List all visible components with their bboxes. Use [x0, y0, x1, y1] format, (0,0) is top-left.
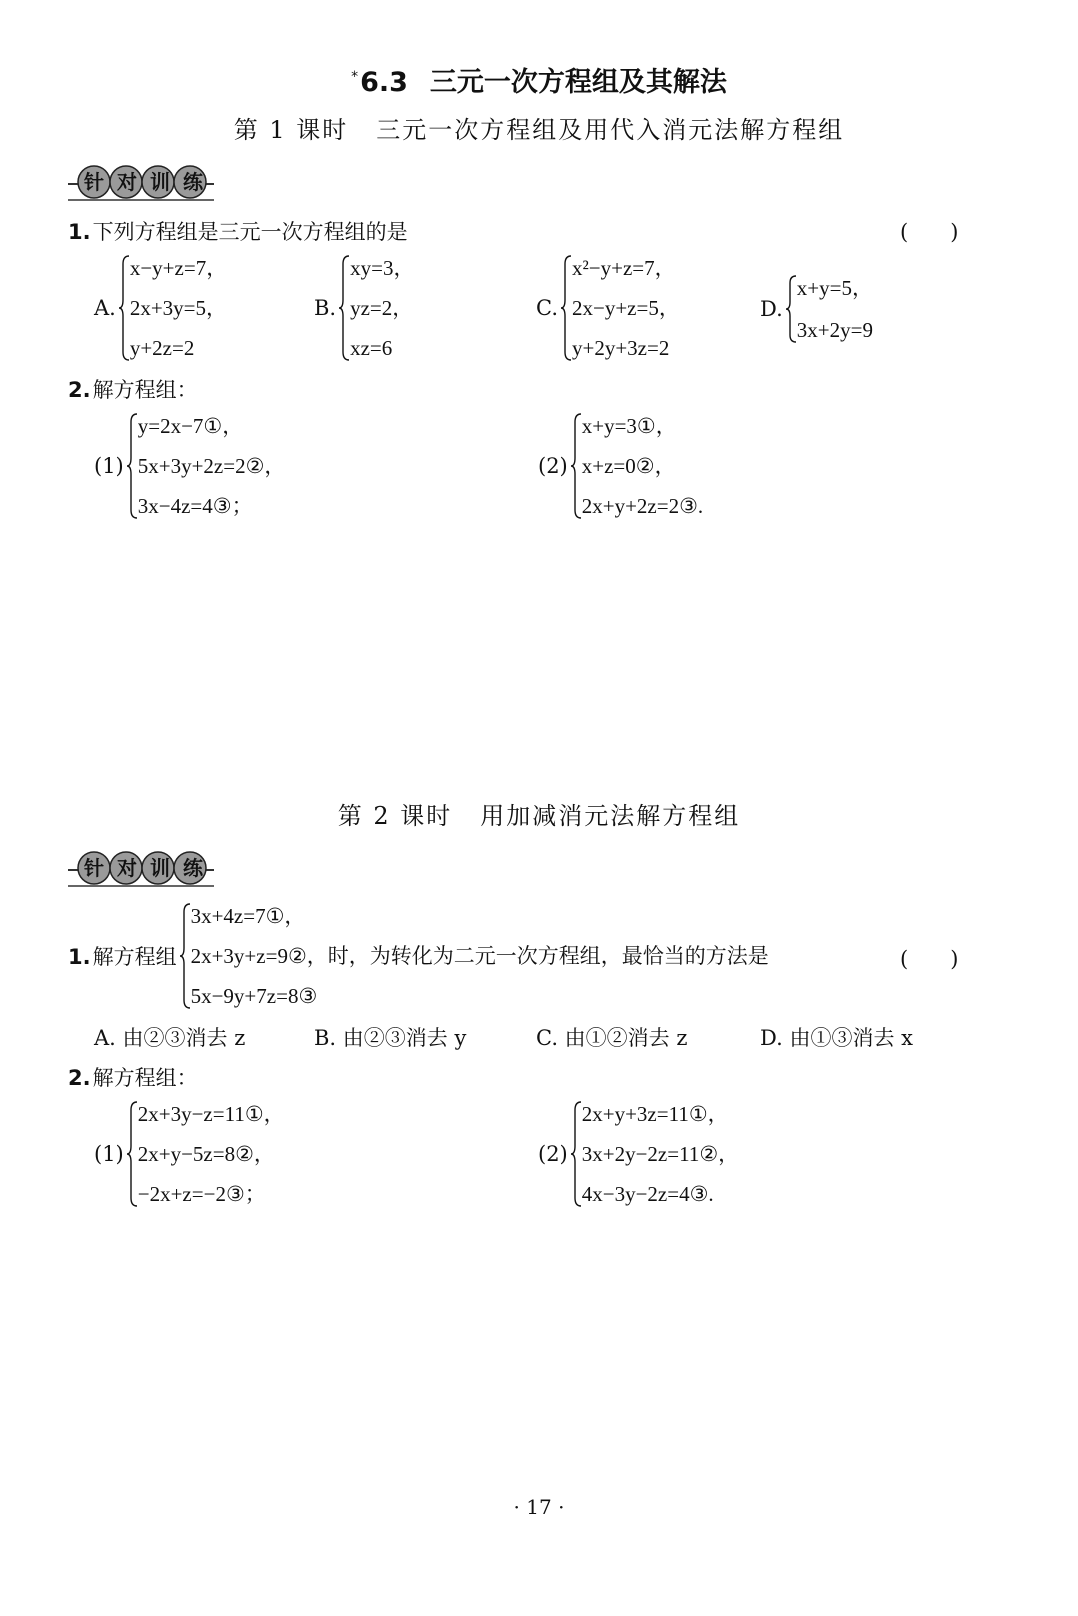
l1-q1-number: 1.: [68, 220, 91, 244]
l1-q1-option-c[interactable]: [536, 254, 680, 362]
option-label: B.: [314, 296, 337, 320]
brace-icon: [126, 1100, 138, 1208]
l1-q1: [68, 216, 408, 246]
equation-line: 5x−9y+7z=8③: [190, 984, 318, 1008]
option-label: D.: [760, 297, 783, 321]
l2-q1-prefix: 解方程组: [92, 945, 177, 969]
l2-q2-number: 2.: [68, 1066, 91, 1090]
section-title: [0, 60, 1078, 99]
equation-line: 2x+y−5z=8②，: [137, 1142, 275, 1166]
section-star: *: [351, 69, 359, 85]
practice-badge-1-label: 针对训练: [84, 170, 216, 194]
equation-line: 3x−4z=4③；: [137, 494, 253, 518]
page-number: · 17 ·: [513, 1495, 565, 1519]
equation-line: x²−y+z=7，: [572, 256, 676, 280]
lesson1-number: 第 1 课时: [233, 116, 349, 144]
l1-q2-system-1: [94, 412, 285, 520]
brace-icon: [118, 254, 130, 362]
brace-icon: [785, 274, 797, 344]
l1-q2-text: 解方程组：: [92, 378, 198, 402]
system-label: (1): [94, 454, 124, 478]
equation-line: y=2x−7①，: [137, 414, 244, 438]
lesson2-title: [0, 796, 1078, 831]
lesson1-title: [0, 110, 1078, 145]
brace-icon: [570, 412, 582, 520]
equation-line: 5x+3y+2z=2②，: [137, 454, 286, 478]
l1-q1-answer-paren[interactable]: ( ): [900, 220, 959, 244]
l1-q2-system-2: [538, 412, 703, 520]
equation-line: yz=2，: [350, 296, 414, 320]
equation-line: y+2z=2: [129, 336, 195, 360]
l2-q2-system-1: [94, 1100, 285, 1208]
l2-q2-text: 解方程组：: [92, 1066, 198, 1090]
option-label: A.: [94, 296, 116, 320]
equation-line: 2x+y+2z=2③.: [581, 494, 704, 518]
lesson2-number: 第 2 课时: [337, 802, 453, 830]
l2-q1-option-c[interactable]: C. 由①②消去 z: [536, 1026, 688, 1050]
brace-icon: [338, 254, 350, 362]
l1-q1-option-b[interactable]: [314, 254, 414, 362]
equation-line: 2x−y+z=5，: [572, 296, 680, 320]
equation-line: x+y=5，: [796, 276, 873, 300]
l1-q1-option-a[interactable]: [94, 254, 227, 362]
system-label: (2): [538, 454, 568, 478]
l1-q1-text: 下列方程组是三元一次方程组的是: [92, 220, 408, 244]
brace-icon: [179, 902, 191, 1010]
equation-line: 2x+y+3z=11①，: [581, 1102, 729, 1126]
equation-line: 4x−3y−2z=4③.: [581, 1182, 714, 1206]
system-label: (2): [538, 1142, 568, 1166]
l1-q2-number: 2.: [68, 378, 91, 402]
l2-q1-suffix: 时，为转化为二元一次方程组，最恰当的方法是: [327, 944, 769, 968]
l2-q1-option-d[interactable]: D. 由①③消去 x: [760, 1026, 913, 1050]
equation-line: 2x+3y=5，: [129, 296, 228, 320]
section-title-text: 三元一次方程组及其解法: [429, 67, 727, 98]
equation-line: −2x+z=−2③；: [137, 1182, 266, 1206]
equation-line: 3x+2y=9: [796, 318, 873, 342]
equation-line: 3x+2y−2z=11②，: [581, 1142, 740, 1166]
option-label: C.: [536, 296, 558, 320]
brace-icon: [570, 1100, 582, 1208]
l2-q1-option-b[interactable]: B. 由②③消去 y: [314, 1026, 467, 1050]
equation-line: 3x+4z=7①，: [190, 904, 306, 928]
l2-q2: [68, 1062, 198, 1092]
l2-q1-option-a[interactable]: A. 由②③消去 z: [94, 1026, 246, 1050]
equation-line: 2x+3y−z=11①，: [137, 1102, 285, 1126]
brace-icon: [126, 412, 138, 520]
system-label: (1): [94, 1142, 124, 1166]
brace-icon: [560, 254, 572, 362]
equation-line: 2x+3y+z=9②，: [190, 944, 328, 968]
l2-q1-answer-paren[interactable]: ( ): [900, 947, 959, 971]
lesson1-subtitle: 三元一次方程组及用代入消元法解方程组: [376, 116, 845, 144]
l2-q1-number: 1.: [68, 945, 91, 969]
l1-q2: [68, 374, 198, 404]
equation-line: xy=3，: [350, 256, 415, 280]
equation-line: x+y=3①，: [581, 414, 677, 438]
practice-badge-2-label: 针对训练: [84, 856, 216, 880]
equation-line: y+2y+3z=2: [572, 336, 670, 360]
l2-q1: [68, 902, 769, 1010]
equation-line: x+z=0②，: [581, 454, 676, 478]
lesson2-subtitle: 用加减消元法解方程组: [480, 802, 741, 830]
section-number: 6.3: [360, 67, 408, 98]
equation-line: x−y+z=7，: [129, 256, 228, 280]
l1-q1-option-d[interactable]: [760, 274, 873, 344]
l2-q2-system-2: [538, 1100, 739, 1208]
equation-line: xz=6: [350, 336, 393, 360]
